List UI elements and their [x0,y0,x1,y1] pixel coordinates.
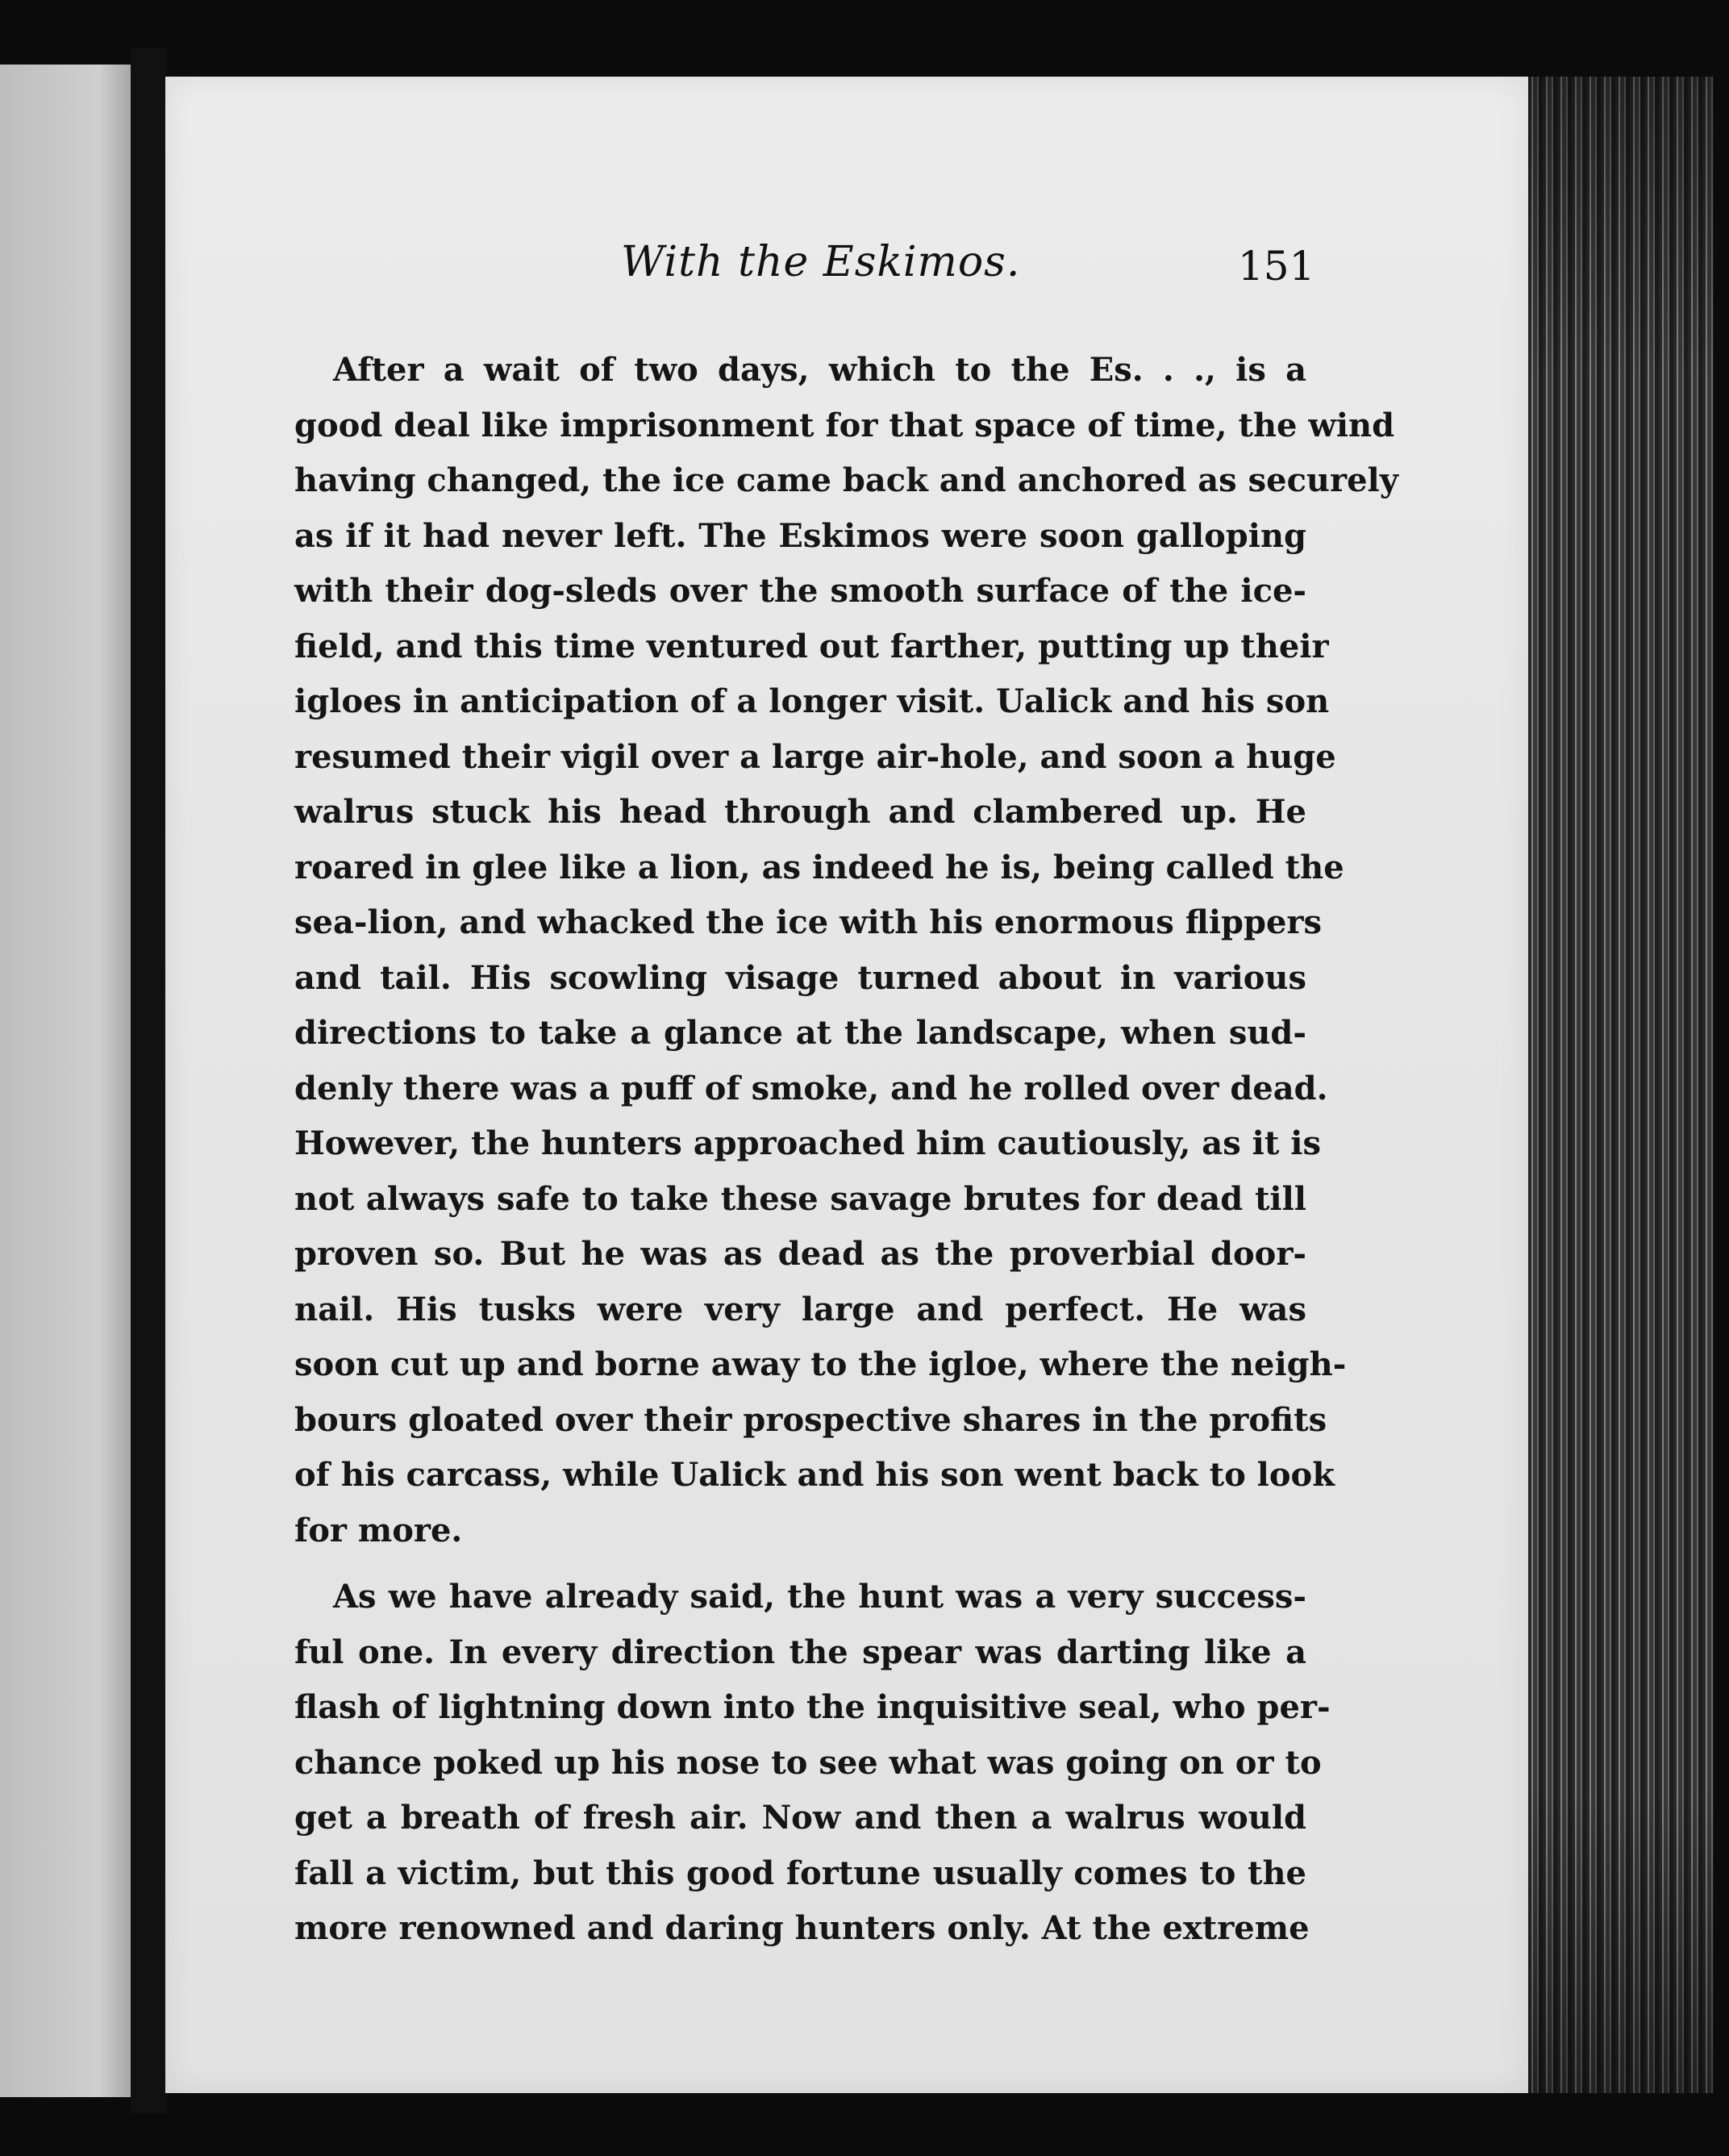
page-header [165,238,1528,311]
text-line: for more. [294,1511,463,1549]
text-line: However, the hunters approached him cautiously, as it is [294,1124,1321,1162]
text-line: resumed their vigil over a large air-hole, and soon a huge [294,737,1336,776]
text-line: ful one. In every direction the spear was darting like a [294,1633,1306,1671]
book-gutter [131,48,167,2113]
paragraph-2 [294,1570,1331,1957]
text-line: roared in glee like a lion, as indeed he is, being called the [294,848,1344,886]
text-line: good deal like imprisonment for that space of time, the wind [294,406,1395,444]
body-text [294,343,1398,1957]
text-line: soon cut up and borne away to the igloe, where the neigh- [294,1345,1347,1383]
text-line: chance poked up his nose to see what was going on or to [294,1743,1322,1782]
text-line: not always safe to take these savage brutes for dead till [294,1179,1306,1218]
text-line: As we have already said, the hunt was a very success- [333,1578,1306,1616]
text-line: walrus stuck his head through and clambered up. He [294,793,1306,831]
text-line: of his carcass, while Ualick and his son went back to look [294,1456,1335,1494]
text-line: more renowned and daring hunters only. At the extreme [294,1909,1310,1947]
page-stack-edges [1528,77,1714,2093]
text-line: directions to take a glance at the landscape, when sud- [294,1014,1306,1052]
text-line: nail. His tusks were very large and perfect. He was [294,1290,1306,1328]
book-page [165,77,1528,2093]
running-head: With the Eskimos. [621,238,1021,286]
text-line: with their dog-sleds over the smooth surface of the ice- [294,572,1306,610]
text-line: as if it had never left. The Eskimos were soon galloping [294,516,1306,555]
text-line: denly there was a puff of smoke, and he rolled over dead. [294,1069,1328,1107]
text-line: flash of lightning down into the inquisitive seal, who per- [294,1688,1331,1726]
page-number: 151 [1238,243,1315,290]
text-line: After a wait of two days, which to the Es. . ., is a [333,351,1306,389]
text-line: fall a victim, but this good fortune usually comes to the [294,1854,1306,1892]
text-line: having changed, the ice came back and anchored as securely [294,461,1398,499]
text-line: bours gloated over their prospective shares in the profits [294,1400,1327,1439]
text-line: and tail. His scowling visage turned about in various [294,958,1306,997]
text-line: get a breath of fresh air. Now and then a walrus would [294,1799,1306,1837]
text-line: field, and this time ventured out farther, putting up their [294,627,1329,665]
left-page-edge [0,65,141,2097]
text-line: sea-lion, and whacked the ice with his enormous flippers [294,903,1323,941]
text-line: igloes in anticipation of a longer visit. Ualick and his son [294,682,1330,720]
paragraph-1 [294,343,1398,1558]
text-line: proven so. But he was as dead as the proverbial door- [294,1235,1306,1273]
